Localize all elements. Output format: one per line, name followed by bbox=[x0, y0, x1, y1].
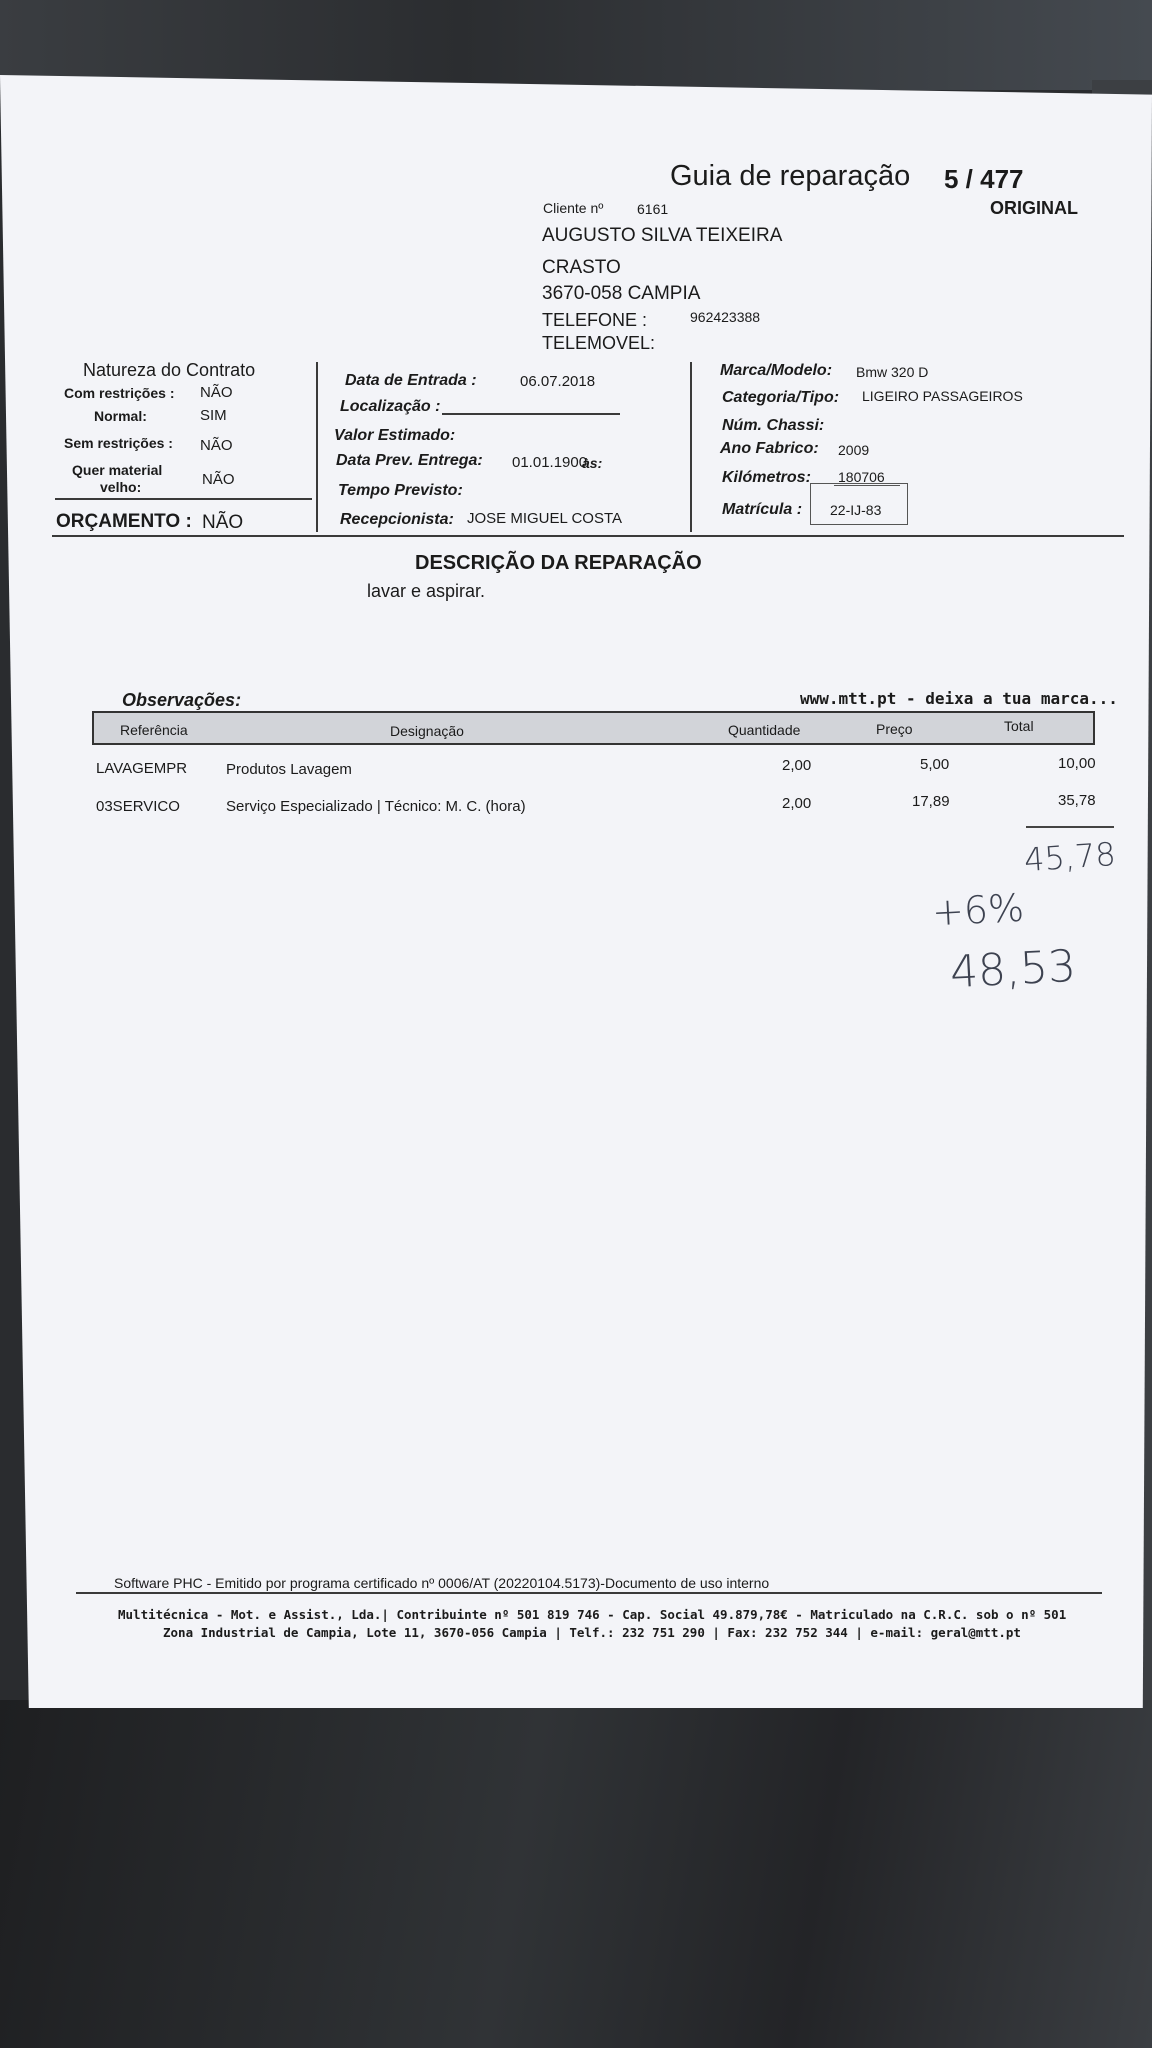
budget-value: NÃO bbox=[202, 512, 244, 533]
col-total: Total bbox=[1004, 718, 1034, 734]
category-label: Categoria/Tipo: bbox=[722, 389, 840, 406]
footer-rule bbox=[76, 1592, 1102, 1594]
company-line-1: Multitécnica - Mot. e Assist., Lda.| Contribuinte nº 501 819 746 - Cap. Social 49.879,78€ - Matriculado na C.R.C. sob o nº 501 bbox=[118, 1607, 1067, 1622]
copy-label: ORIGINAL bbox=[990, 198, 1078, 218]
old-material-label-line2: velho: bbox=[100, 479, 142, 495]
repair-description: lavar e aspirar. bbox=[367, 581, 486, 601]
client-phone-label: TELEFONE : bbox=[542, 310, 648, 330]
company-line-2: Zona Industrial de Campia, Lote 11, 3670-056 Campia | Telf.: 232 751 290 | Fax: 232 752 344 | e-mail: geral@mtt.pt bbox=[163, 1625, 1021, 1640]
receptionist-label: Recepcionista: bbox=[340, 511, 454, 528]
receptionist-name: JOSE MIGUEL COSTA bbox=[467, 510, 623, 527]
entry-date-label: Data de Entrada : bbox=[345, 372, 477, 389]
delivery-time-label: às: bbox=[582, 455, 603, 471]
km-value: 180706 bbox=[838, 469, 885, 485]
old-material-value: NÃO bbox=[202, 471, 235, 488]
delivery-date: 01.01.1900 bbox=[512, 454, 588, 471]
column-divider-1 bbox=[316, 362, 318, 532]
slogan: www.mtt.pt - deixa a tua marca... bbox=[800, 689, 1118, 708]
unrestricted-label: Sem restrições : bbox=[64, 435, 173, 451]
col-quantity: Quantidade bbox=[728, 722, 801, 738]
document-title: Guia de reparação bbox=[670, 160, 911, 192]
plate-label: Matrícula : bbox=[722, 501, 803, 518]
plate-value: 22-IJ-83 bbox=[830, 502, 882, 518]
row-1-designation: Produtos Lavagem bbox=[226, 761, 352, 778]
handwritten-sum-line bbox=[1026, 826, 1114, 828]
location-field-line bbox=[442, 413, 620, 415]
handwritten-sum: 45,78 bbox=[1022, 834, 1117, 880]
contract-title: Natureza do Contrato bbox=[83, 360, 256, 380]
background-bottom bbox=[0, 1700, 1152, 2048]
header-bottom-rule bbox=[52, 535, 1124, 537]
unrestricted-value: NÃO bbox=[200, 437, 233, 454]
repair-title: DESCRIÇÃO DA REPARAÇÃO bbox=[415, 552, 702, 574]
restricted-value: NÃO bbox=[200, 384, 233, 401]
client-number-label: Cliente nº bbox=[543, 200, 604, 216]
model-label: Marca/Modelo: bbox=[720, 362, 833, 379]
old-material-label-line1: Quer material bbox=[72, 462, 163, 478]
budget-label: ORÇAMENTO : bbox=[56, 511, 192, 532]
client-number: 6161 bbox=[637, 201, 669, 217]
delivery-date-label: Data Prev. Entrega: bbox=[336, 452, 483, 469]
col-price: Preço bbox=[876, 721, 913, 737]
entry-date: 06.07.2018 bbox=[520, 373, 596, 390]
client-address-line2: 3670-058 CAMPIA bbox=[542, 283, 701, 304]
chassis-label: Núm. Chassi: bbox=[722, 417, 825, 434]
document-number: 5 / 477 bbox=[944, 164, 1024, 194]
client-name: AUGUSTO SILVA TEIXEIRA bbox=[542, 225, 783, 246]
normal-value: SIM bbox=[200, 407, 227, 424]
handwritten-tax: +6% bbox=[930, 885, 1026, 935]
client-address-line1: CRASTO bbox=[542, 257, 621, 278]
row-1-price: 5,00 bbox=[920, 756, 950, 773]
row-2-designation: Serviço Especializado | Técnico: M. C. (hora) bbox=[226, 798, 526, 815]
client-mobile-label: TELEMOVEL: bbox=[542, 333, 656, 353]
row-2-reference: 03SERVICO bbox=[96, 798, 180, 815]
row-2-total: 35,78 bbox=[1058, 792, 1096, 809]
year-label: Ano Fabrico: bbox=[720, 440, 819, 457]
year-value: 2009 bbox=[838, 442, 870, 458]
row-1-total: 10,00 bbox=[1058, 755, 1096, 772]
row-2-quantity: 2,00 bbox=[782, 795, 812, 812]
model-value: Bmw 320 D bbox=[856, 364, 929, 380]
category-value: LIGEIRO PASSAGEIROS bbox=[862, 388, 1023, 404]
row-1-reference: LAVAGEMPR bbox=[96, 760, 188, 777]
row-1-quantity: 2,00 bbox=[782, 757, 812, 774]
estimated-value-label: Valor Estimado: bbox=[334, 427, 456, 444]
col-designation: Designação bbox=[390, 723, 464, 739]
location-label: Localização : bbox=[340, 398, 441, 415]
items-table-header bbox=[92, 711, 1095, 745]
col-reference: Referência bbox=[120, 722, 188, 738]
background-top bbox=[0, 0, 1152, 90]
normal-label: Normal: bbox=[94, 408, 147, 424]
km-label: Kilómetros: bbox=[722, 469, 811, 486]
client-phone: 962423388 bbox=[690, 309, 761, 325]
row-2-price: 17,89 bbox=[912, 793, 950, 810]
handwritten-result: 48,53 bbox=[948, 940, 1078, 999]
software-note: Software PHC - Emitido por programa certificado nº 0006/AT (20220104.5173)-Documento de uso interno bbox=[114, 1575, 770, 1591]
observations-label: Observações: bbox=[122, 690, 242, 710]
contract-divider bbox=[55, 498, 312, 500]
expected-time-label: Tempo Previsto: bbox=[338, 482, 463, 499]
column-divider-2 bbox=[690, 362, 692, 532]
restricted-label: Com restrições : bbox=[64, 385, 175, 401]
